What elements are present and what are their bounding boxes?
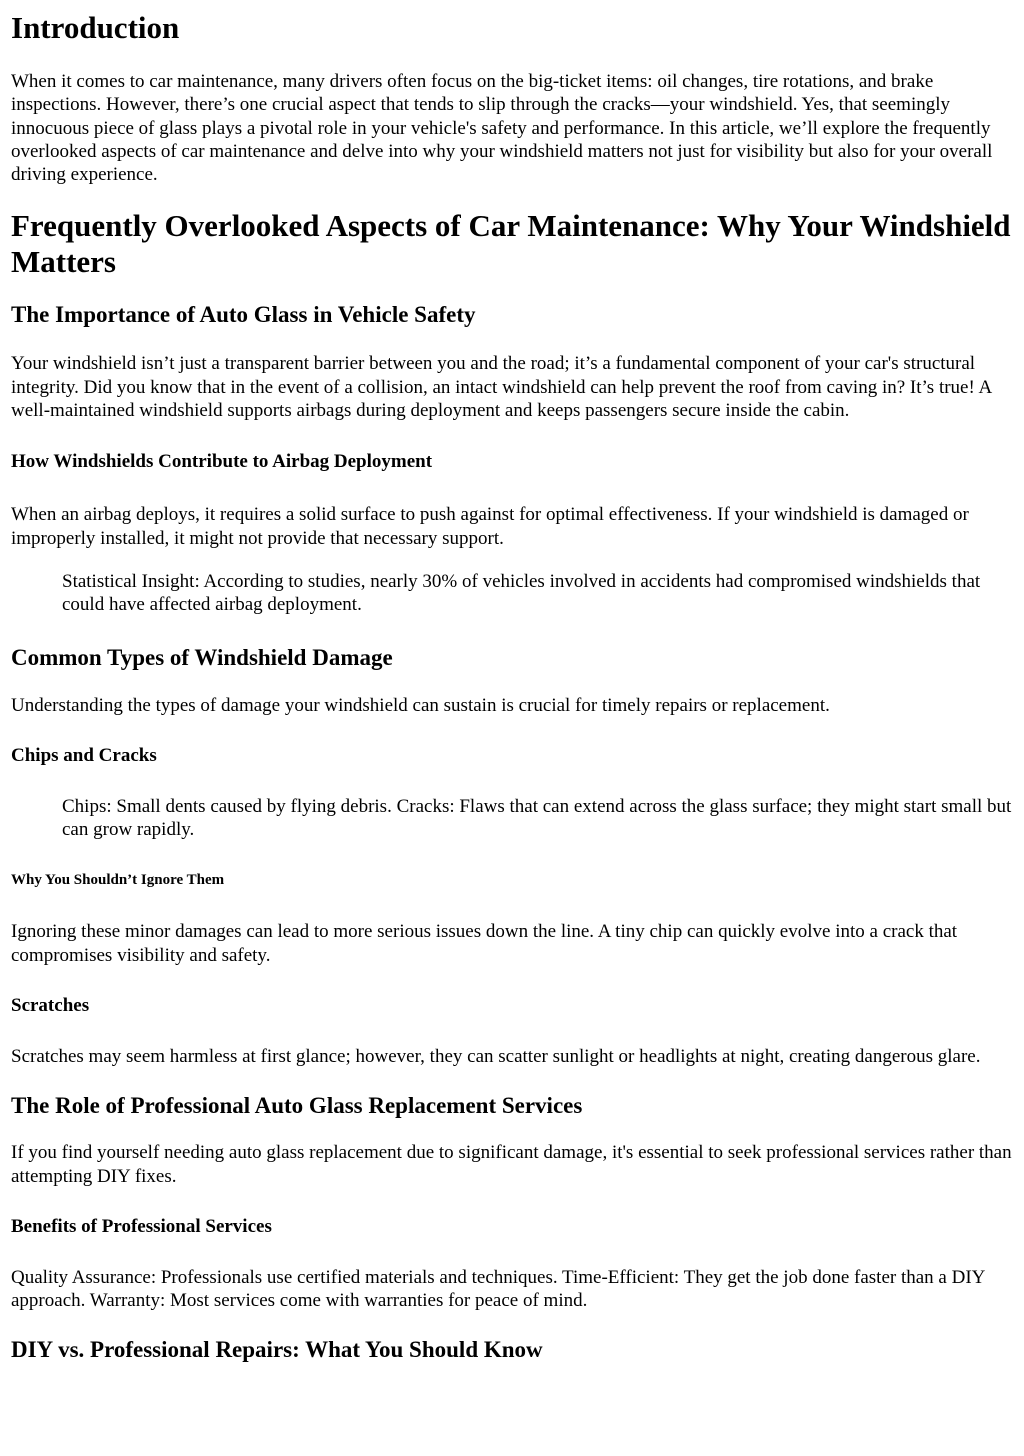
benefits-heading: Benefits of Professional Services — [11, 1215, 272, 1237]
chips-quote: Chips: Small dents caused by flying debris. Cracks: Flaws that can extend across the glass surface; they might start small but can grow rapidly. — [62, 795, 1012, 841]
damage-heading: Common Types of Windshield Damage — [11, 644, 393, 670]
diy-heading: DIY vs. Professional Repairs: What You Should Know — [11, 1336, 543, 1362]
damage-paragraph: Understanding the types of damage your windshield can sustain is crucial for timely repairs or replacement. — [11, 694, 830, 716]
importance-paragraph: Your windshield isn’t just a transparent barrier between you and the road; it’s a fundamental component of your car's structural integrity. Did you know that in the event of a collision, an intact windshield can help prevent the roof from caving in? It’s true! A well-maintained windshield supports airbags during deployment and keeps passengers secure inside the cabin. — [11, 353, 992, 422]
importance-heading: The Importance of Auto Glass in Vehicle Safety — [11, 302, 476, 328]
ignore-heading: Why You Shouldn’t Ignore Them — [11, 872, 225, 889]
intro-heading: Introduction — [11, 10, 180, 45]
chips-heading: Chips and Cracks — [11, 744, 157, 766]
article — [0, 10, 1024, 1363]
benefits-paragraph: Quality Assurance: Professionals use certified materials and techniques. Time-Efficient: They get the job done faster than a DIY approach. Warranty: Most services come with warranties for peace of mind. — [11, 1266, 985, 1312]
airbag-quote: Statistical Insight: According to studies, nearly 30% of vehicles involved in accidents had compromised windshields that could have affected airbag deployment. — [62, 570, 981, 616]
professional-paragraph: If you find yourself needing auto glass replacement due to significant damage, it's essential to seek professional services rather than attempting DIY fixes. — [11, 1142, 1012, 1187]
intro-paragraph: When it comes to car maintenance, many drivers often focus on the big-ticket items: oil changes, tire rotations, and brake inspections. However, there’s one crucial aspect that tends to slip through the cracks—your windshield. Yes, that seemingly innocuous piece of glass plays a pivotal role in your vehicle's safety and performance. In this article, we’ll explore the frequently overlooked aspects of car maintenance and delve into why your windshield matters not just for visibility but also for your overall driving experience. — [11, 71, 993, 186]
airbag-paragraph: When an airbag deploys, it requires a solid surface to push against for optimal effectiveness. If your windshield is damaged or improperly installed, it might not provide that necessary support. — [11, 504, 969, 549]
main-heading: Frequently Overlooked Aspects of Car Maintenance: Why Your Windshield Matters — [11, 208, 1011, 280]
scratches-heading: Scratches — [11, 995, 90, 1017]
professional-heading: The Role of Professional Auto Glass Replacement Services — [11, 1093, 583, 1119]
scratches-paragraph: Scratches may seem harmless at first glance; however, they can scatter sunlight or headlights at night, creating dangerous glare. — [11, 1046, 981, 1068]
airbag-heading: How Windshields Contribute to Airbag Deployment — [11, 451, 433, 473]
ignore-paragraph: Ignoring these minor damages can lead to more serious issues down the line. A tiny chip can quickly evolve into a crack that compromises visibility and safety. — [11, 921, 958, 966]
